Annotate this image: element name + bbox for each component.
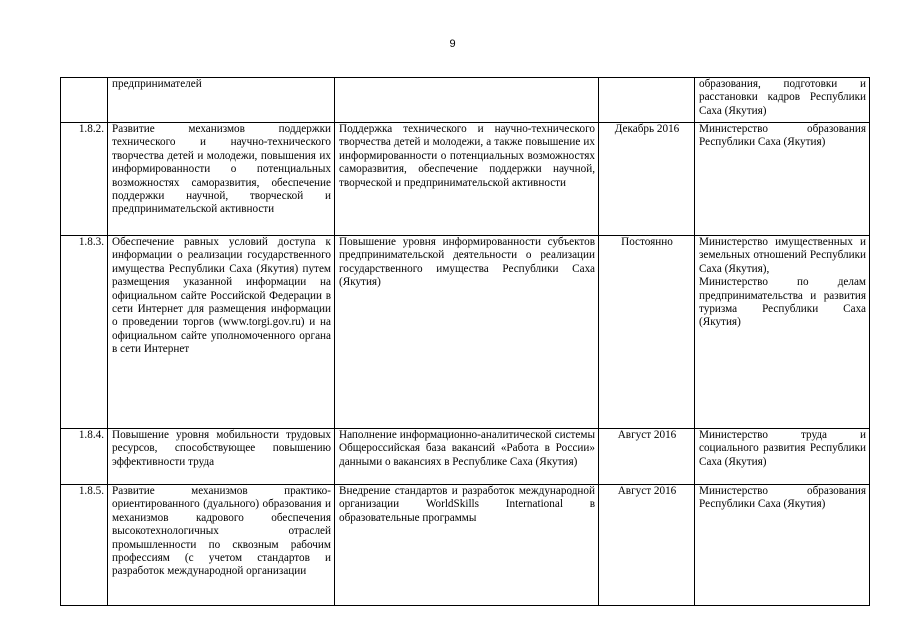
result-cell: Наполнение информационно-аналитической системы Общероссийская база вакансий «Работа в России» данными о вакансиях в Республике Саха (Якутия)	[335, 429, 599, 485]
item-number-cell	[61, 78, 108, 123]
responsible-cell: Министерство образования Республики Саха (Якутия)	[695, 485, 870, 606]
activity-cell: предпринимателей	[108, 78, 335, 123]
item-number-cell: 1.8.3.	[61, 236, 108, 429]
table-row	[61, 123, 870, 236]
responsible-cell: Министерство образования Республики Саха (Якутия)	[695, 123, 870, 236]
result-cell: Внедрение стандартов и разработок международной организации WorldSkills International в образовательные программы	[335, 485, 599, 606]
deadline-cell: Постоянно	[599, 236, 695, 429]
activity-cell: Обеспечение равных условий доступа к информации о реализации государственного имущества Республики Саха (Якутия) путем размещения указанной информации на официальном сайте Российской Федерации в сети Интернет для размещения информации о проведении торгов (www.torgi.gov.ru) и на официальном сайте уполномоченного органа в сети Интернет	[108, 236, 335, 429]
item-number-cell: 1.8.5.	[61, 485, 108, 606]
responsible-cell: Министерство труда и социального развития Республики Саха (Якутия)	[695, 429, 870, 485]
deadline-cell: Август 2016	[599, 429, 695, 485]
deadline-cell: Декабрь 2016	[599, 123, 695, 236]
table-row	[61, 236, 870, 429]
responsible-cell: Министерство имущественных и земельных отношений Республики Саха (Якутия), Министерство по делам предпринимательства и развития туризма Республики Саха (Якутия)	[695, 236, 870, 429]
page-number: 9	[449, 38, 456, 50]
activity-cell: Развитие механизмов практико-ориентированного (дуального) образования и механизмов кадрового обеспечения высокотехнологичных отраслей промышленности по сквозным рабочим профессиям (с учетом стандартов и разработок международной организации	[108, 485, 335, 606]
table-row	[61, 429, 870, 485]
measures-table	[60, 77, 870, 606]
activity-cell: Развитие механизмов поддержки технического и научно-технического творчества детей и молодежи, повышения их информированности о потенциальных возможностях саморазвития, обеспечение поддержки научной, творческой и предпринимательской активности	[108, 123, 335, 236]
item-number-cell: 1.8.2.	[61, 123, 108, 236]
result-cell: Поддержка технического и научно-технического творчества детей и молодежи, а также повышение их информированности о потенциальных возможностях саморазвития, обеспечение поддержки научной, творческой и предпринимательской активности	[335, 123, 599, 236]
item-number-cell: 1.8.4.	[61, 429, 108, 485]
deadline-cell	[599, 78, 695, 123]
deadline-cell: Август 2016	[599, 485, 695, 606]
table-row	[61, 485, 870, 606]
activity-cell: Повышение уровня мобильности трудовых ресурсов, способствующее повышению эффективности труда	[108, 429, 335, 485]
table-row	[61, 78, 870, 123]
result-cell: Повышение уровня информированности субъектов предпринимательской деятельности о реализации государственного имущества Республики Саха (Якутия)	[335, 236, 599, 429]
responsible-cell: образования, подготовки и расстановки кадров Республики Саха (Якутия)	[695, 78, 870, 123]
result-cell	[335, 78, 599, 123]
